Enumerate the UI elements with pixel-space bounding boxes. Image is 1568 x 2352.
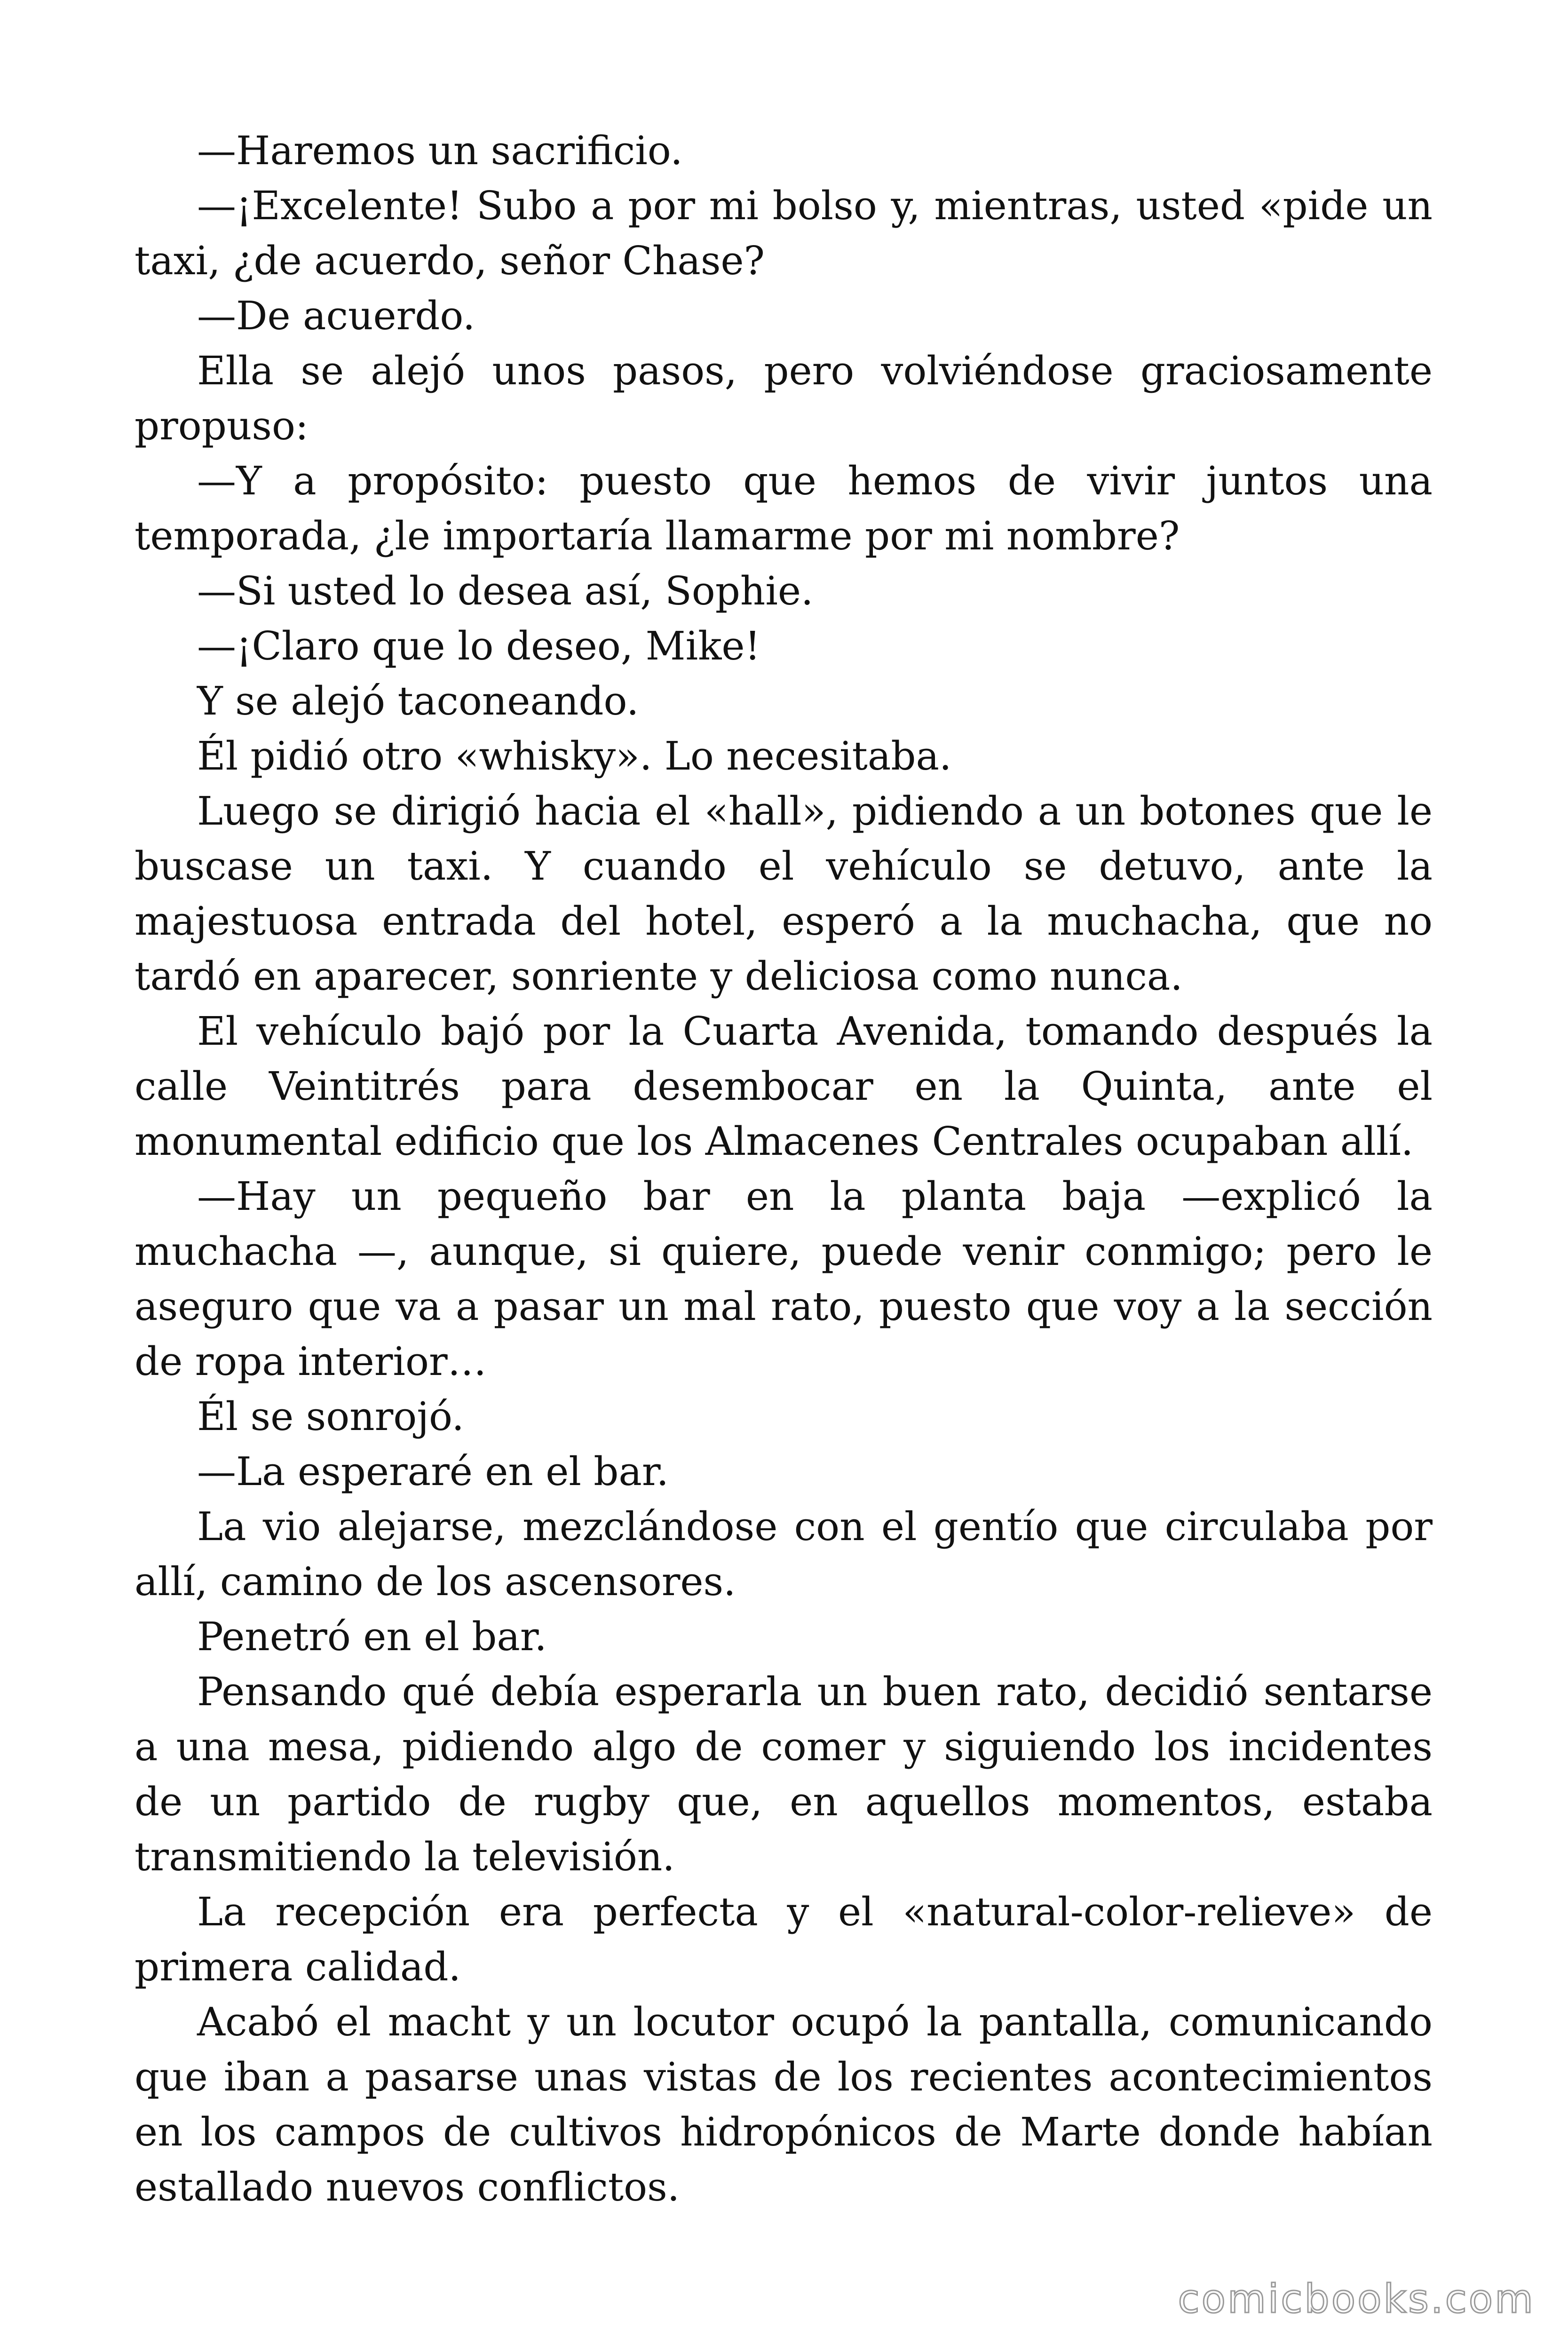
paragraph: Ella se alejó unos pasos, pero volviéndose graciosamente propuso: [135, 348, 1433, 449]
paragraph: —De acuerdo. [197, 293, 475, 339]
paragraph: —Haremos un sacrificio. [197, 128, 683, 174]
paragraph: —La esperaré en el bar. [197, 1449, 669, 1494]
paragraph: Penetró en el bar. [197, 1614, 547, 1660]
paragraph: El vehículo bajó por la Cuarta Avenida, tomando después la calle Veintitrés para desembocar en la Quinta, ante el monumental edificio que los Almacenes Centrales ocupaban allí. [135, 1009, 1433, 1164]
paragraph: Él pidió otro «whisky». Lo necesitaba. [197, 733, 952, 779]
page-body-text [135, 123, 1433, 2215]
paragraph: —Hay un pequeño bar en la planta baja —explicó la muchacha —, aunque, si quiere, puede venir conmigo; pero le aseguro que va a pasar un mal rato, puesto que voy a la sección de ropa interior… [135, 1174, 1433, 1384]
paragraph: Pensando qué debía esperarla un buen rato, decidió sentarse a una mesa, pidiendo algo de comer y siguiendo los incidentes de un partido de rugby que, en aquellos momentos, estaba transmitiendo la televisión. [135, 1669, 1433, 1880]
paragraph: La vio alejarse, mezclándose con el gentío que circulaba por allí, camino de los ascensores. [135, 1504, 1433, 1605]
paragraph: —Y a propósito: puesto que hemos de vivir juntos una temporada, ¿le importaría llamarme por mi nombre? [135, 458, 1433, 559]
paragraph: —¡Excelente! Subo a por mi bolso y, mientras, usted «pide un taxi, ¿de acuerdo, señor Chase? [135, 183, 1433, 284]
paragraph: Y se alejó taconeando. [197, 678, 639, 724]
paragraph: —¡Claro que lo deseo, Mike! [197, 623, 760, 669]
paragraph: —Si usted lo desea así, Sophie. [197, 568, 814, 614]
paragraph: La recepción era perfecta y el «natural-color-relieve» de primera calidad. [135, 1889, 1433, 1990]
paragraph: Luego se dirigió hacia el «hall», pidiendo a un botones que le buscase un taxi. Y cuando el vehículo se detuvo, ante la majestuosa entrada del hotel, esperó a la muchacha, que no tardó en aparecer, sonriente y deliciosa como nunca. [135, 788, 1433, 999]
paragraph: Acabó el macht y un locutor ocupó la pantalla, comunicando que iban a pasarse unas vistas de los recientes acontecimientos en los campos de cultivos hidropónicos de Marte donde habían estallado nuevos conflictos. [135, 1999, 1433, 2210]
paragraph: Él se sonrojó. [197, 1394, 464, 1439]
watermark: comicbooks.com [1178, 2276, 1535, 2322]
